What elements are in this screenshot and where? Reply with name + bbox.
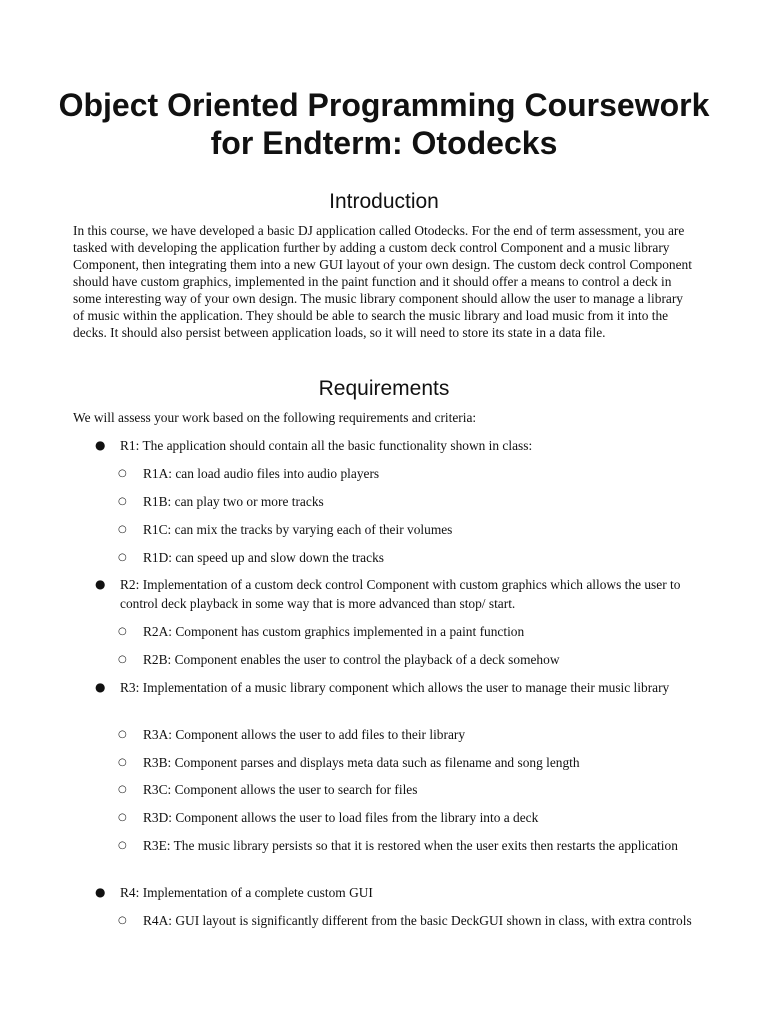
bullet-icon: ●: [95, 680, 106, 694]
bullet-icon: ●: [95, 577, 106, 591]
requirement-subitem-text: R4A: GUI layout is significantly different from the basic DeckGUI shown in class, with extra controls: [143, 913, 692, 928]
sub-bullet-icon: ○: [118, 654, 127, 665]
sub-bullet-icon: ○: [118, 524, 127, 535]
requirement-item: [95, 678, 700, 697]
requirement-subitem-text: R2A: Component has custom graphics implemented in a paint function: [143, 624, 525, 639]
requirement-item: [95, 883, 700, 902]
requirement-subitem: [118, 622, 703, 641]
requirement-subitem-text: R3E: The music library persists so that it is restored when the user exits then restarts the application: [143, 838, 678, 853]
sub-bullet-icon: ○: [118, 468, 127, 479]
requirement-subitem-text: R1C: can mix the tracks by varying each of their volumes: [143, 522, 453, 537]
sub-bullet-icon: ○: [118, 552, 127, 563]
requirement-text: R3: Implementation of a music library component which allows the user to manage their music library: [120, 680, 670, 695]
requirement-item: [95, 575, 700, 613]
requirement-subitem: [118, 725, 703, 744]
sub-bullet-icon: ○: [118, 496, 127, 507]
requirement-subitem: [118, 650, 703, 669]
requirement-subitem-text: R3B: Component parses and displays meta data such as filename and song length: [143, 755, 580, 770]
requirement-subitem-text: R3C: Component allows the user to search for files: [143, 782, 418, 797]
requirement-subitem-text: R2B: Component enables the user to control the playback of a deck somehow: [143, 652, 560, 667]
sub-bullet-icon: ○: [118, 729, 127, 740]
sub-bullet-icon: ○: [118, 757, 127, 768]
requirement-subitem: [118, 780, 703, 799]
requirement-subitem-text: R1B: can play two or more tracks: [143, 494, 324, 509]
requirement-subitem-text: R3D: Component allows the user to load files from the library into a deck: [143, 810, 539, 825]
requirement-subitem-text: R3A: Component allows the user to add files to their library: [143, 727, 466, 742]
requirement-subitem: [118, 836, 703, 855]
requirement-subitem: [118, 753, 703, 772]
requirement-subitem: [118, 464, 703, 483]
bullet-icon: ●: [95, 438, 106, 452]
requirements-heading: Requirements: [318, 377, 450, 400]
sub-bullet-icon: ○: [118, 840, 127, 851]
requirement-subitem: [118, 911, 703, 930]
requirement-subitem: [118, 808, 703, 827]
requirements-intro: We will assess your work based on the following requirements and criteria:: [73, 410, 477, 425]
requirement-text: R2: Implementation of a custom deck control Component with custom graphics which allows the user to control deck playback in some way that is more advanced than stop/ start.: [120, 577, 681, 611]
bullet-icon: ●: [95, 885, 106, 899]
requirement-text: R1: The application should contain all the basic functionality shown in class:: [120, 438, 533, 453]
sub-bullet-icon: ○: [118, 626, 127, 637]
requirement-text: R4: Implementation of a complete custom GUI: [120, 885, 373, 900]
requirement-subitem: [118, 492, 703, 511]
document-title: Object Oriented Programming Coursework for Endterm: Otodecks: [58, 87, 710, 161]
requirement-subitem: [118, 548, 703, 567]
sub-bullet-icon: ○: [118, 915, 127, 926]
sub-bullet-icon: ○: [118, 784, 127, 795]
sub-bullet-icon: ○: [118, 812, 127, 823]
introduction-paragraph: In this course, we have developed a basic DJ application called Otodecks. For the end of term assessment, you are tasked with developing the application further by adding a custom deck control Component and a music library Component, then integrating them into a new GUI layout of your own design. The custom deck control Component should have custom graphics, implemented in the paint function and it should offer a means to control a deck in some interesting way of your own design. The music library component should allow the user to manage a library of music within the application. They should be able to search the music library and load music from it into the decks. It should also persist between application loads, so it will need to store its state in a data file.: [73, 223, 692, 340]
requirement-subitem-text: R1D: can speed up and slow down the tracks: [143, 550, 384, 565]
requirement-item: [95, 436, 700, 455]
introduction-heading: Introduction: [329, 190, 439, 213]
requirement-subitem-text: R1A: can load audio files into audio players: [143, 466, 380, 481]
requirement-subitem: [118, 520, 703, 539]
